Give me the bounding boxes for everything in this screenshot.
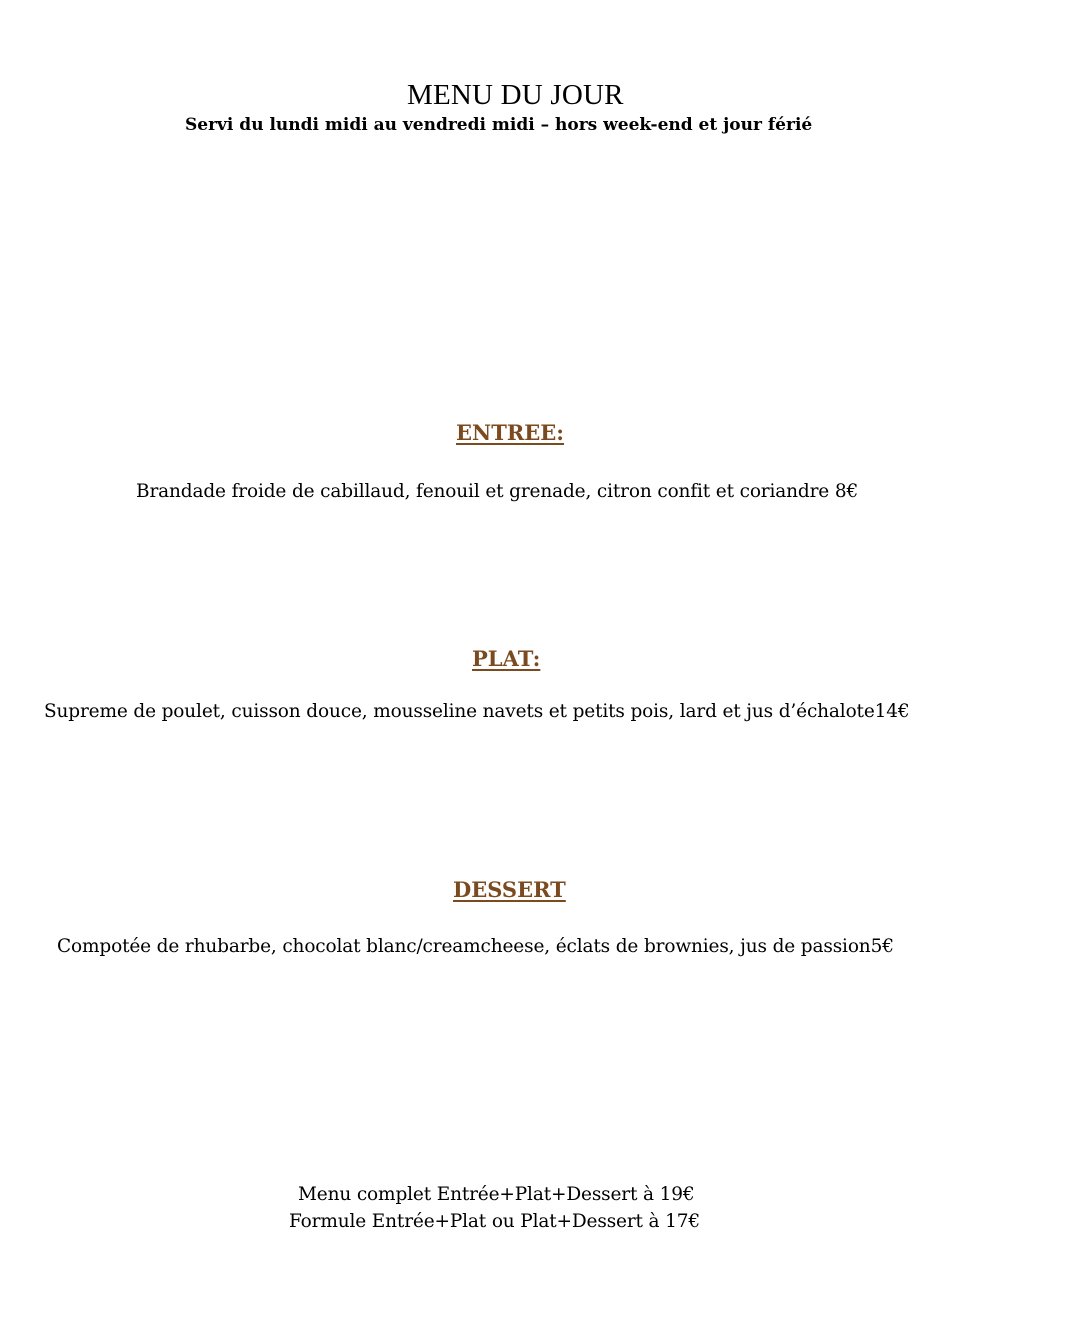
entree-dish: Brandade froide de cabillaud, fenouil et grenade, citron confit et coriandre 8€ (136, 481, 859, 502)
plat-dish: Supreme de poulet, cuisson douce, mousseline navets et petits pois, lard et jus d’échalote14€ (44, 701, 910, 722)
entree-heading: ENTREE: (456, 420, 565, 445)
menu-title: MENU DU JOUR (407, 79, 624, 111)
formula-short: Formule Entrée+Plat ou Plat+Dessert à 17€ (289, 1211, 701, 1232)
plat-heading: PLAT: (472, 646, 541, 671)
menu-subtitle: Servi du lundi midi au vendredi midi – hors week-end et jour férié (185, 115, 813, 135)
formula-complete: Menu complet Entrée+Plat+Dessert à 19€ (298, 1184, 695, 1205)
dessert-heading: DESSERT (453, 877, 566, 902)
dessert-dish: Compotée de rhubarbe, chocolat blanc/creamcheese, éclats de brownies, jus de passion5€ (57, 936, 894, 957)
